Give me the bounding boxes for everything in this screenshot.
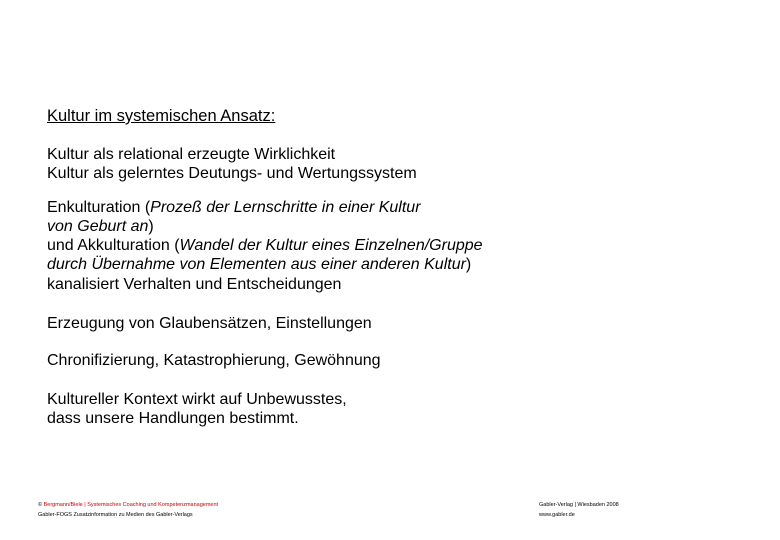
enculturation-paragraph (47, 198, 747, 294)
acculturation-explanation: Wandel der Kultur eines Einzelnen/Gruppe (179, 237, 483, 255)
beliefs-paragraph: Erzeugung von Glaubensätzen, Einstellungen (47, 315, 372, 333)
acculturation-line-2 (47, 255, 747, 274)
paren-close: ) (465, 256, 472, 274)
context-line-1: Kultureller Kontext wirkt auf Unbewusstes, (47, 390, 347, 408)
definition-line-1: Kultur als relational erzeugte Wirklichkeit (47, 146, 336, 163)
footer-left-line-2: Gabler-FOGS Zusatzinformation zu Medien des Gabler-Verlags (38, 512, 193, 518)
context-paragraph (47, 390, 747, 429)
enculturation-line-1 (47, 198, 747, 217)
footer-left (38, 500, 218, 520)
acculturation-explanation-cont: durch Übernahme von Elementen aus einer anderen Kultur (47, 256, 466, 274)
enculturation-explanation: Prozeß der Lernschritte in einer Kultur (150, 198, 421, 216)
footer-right (539, 500, 619, 520)
context-line-2: dass unsere Handlungen bestimmt. (47, 409, 299, 427)
footer-website: www.gabler.de (539, 512, 575, 518)
footer-left-line-1 (38, 500, 218, 510)
enculturation-line-2 (47, 217, 747, 236)
slide-content (47, 106, 747, 428)
slide-title: Kultur im systemischen Ansatz: (47, 107, 276, 125)
acculturation-term: und Akkulturation ( (47, 237, 180, 255)
culture-definitions (47, 145, 747, 184)
footer-authors: Bergmann/Biele | Systemisches Coaching und Kompetenzmanagement (43, 502, 219, 508)
enculturation-term: Enkulturation ( (47, 198, 151, 216)
enculturation-explanation-cont: von Geburt an (47, 217, 149, 235)
channeling-line: kanalisiert Verhalten und Entscheidungen (47, 275, 342, 293)
copyright-symbol: © (38, 502, 43, 508)
acculturation-line-1 (47, 236, 747, 255)
footer-publisher: Gabler-Verlag | Wiesbaden 2008 (539, 502, 619, 508)
definition-line-2: Kultur als gelerntes Deutungs- und Wertungssystem (47, 165, 417, 183)
paren-close: ) (148, 217, 154, 235)
chronification-paragraph: Chronifizierung, Katastrophierung, Gewöhnung (47, 352, 381, 370)
